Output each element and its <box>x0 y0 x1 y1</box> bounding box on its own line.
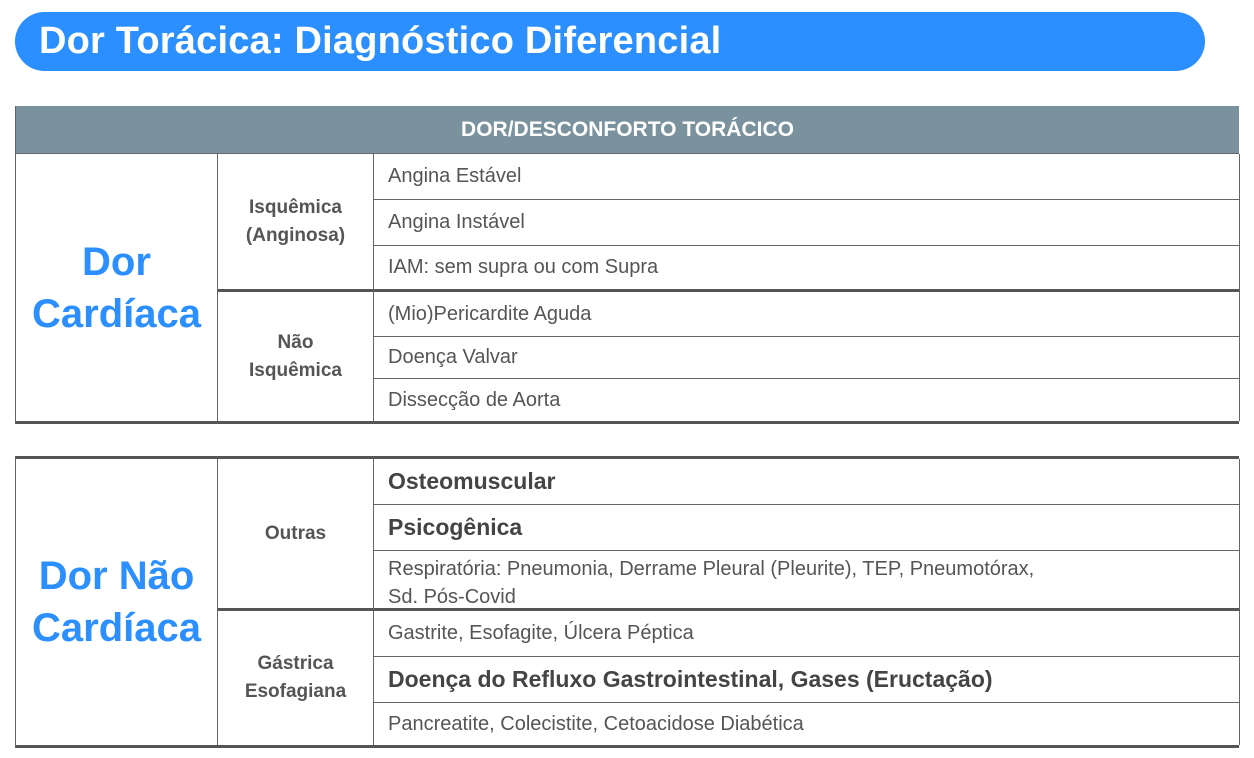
table-row: (Mio)Pericardite Aguda <box>374 292 1240 337</box>
page-title: Dor Torácica: Diagnóstico Diferencial <box>15 12 1205 71</box>
subcategory-line: Não <box>277 331 314 353</box>
cardiac-table <box>15 106 1239 424</box>
subcategory-ischemic <box>218 154 374 292</box>
subcategory-line: Gástrica <box>257 653 334 674</box>
table-row: Gastrite, Esofagite, Úlcera Péptica <box>374 611 1240 657</box>
main-category-line: Cardíaca <box>32 606 201 650</box>
table-row: Psicogênica <box>374 505 1240 551</box>
table-row: Dissecção de Aorta <box>374 379 1240 421</box>
table-row: IAM: sem supra ou com Supra <box>374 246 1240 292</box>
subcategory-others <box>218 459 374 611</box>
table-row-respiratory <box>374 551 1240 611</box>
main-category-line: Dor <box>82 239 151 284</box>
subcategory-line: Outras <box>264 522 327 544</box>
table-row: Doença do Refluxo Gastrointestinal, Gases (Eructação) <box>374 657 1240 703</box>
subcategory-line: Isquêmica <box>249 359 342 381</box>
main-category-line: Cardíaca <box>32 291 201 336</box>
main-category-line: Dor Não <box>38 554 195 598</box>
subcategory-line: Esofagiana <box>244 681 347 702</box>
table-row: Pancreatite, Colecistite, Cetoacidose Diabética <box>374 703 1240 745</box>
table-row: Angina Instável <box>374 200 1240 246</box>
subcategory-line: (Anginosa) <box>245 224 346 246</box>
respiratory-line: Respiratória: Pneumonia, Derrame Pleural (Pleurite), TEP, Pneumotórax, <box>388 558 1035 580</box>
respiratory-line: Sd. Pós-Covid <box>388 586 516 608</box>
subcategory-line: Isquêmica <box>249 196 342 218</box>
main-category-non-cardiac <box>16 459 218 745</box>
non-cardiac-table <box>15 456 1239 748</box>
subcategory-gastric <box>218 611 374 745</box>
table-row: Angina Estável <box>374 154 1240 200</box>
table-row: Doença Valvar <box>374 337 1240 379</box>
main-category-cardiac <box>16 154 218 421</box>
subcategory-non-ischemic <box>218 292 374 421</box>
table-row: Osteomuscular <box>374 459 1240 505</box>
table-header: DOR/DESCONFORTO TORÁCICO <box>16 106 1239 154</box>
